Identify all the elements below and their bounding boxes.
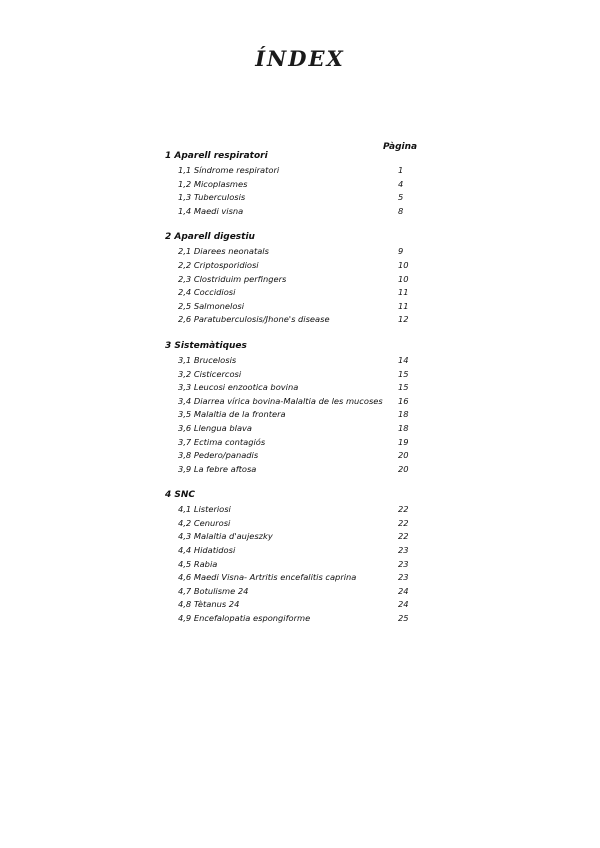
entry-page-number: 10 (398, 273, 409, 284)
toc-entry (165, 395, 415, 409)
toc-entry (165, 585, 415, 599)
toc-entry (165, 205, 415, 219)
section-heading: 1 Aparell respiratori (165, 151, 268, 161)
entry-page-number: 23 (398, 545, 409, 556)
toc-entry (165, 178, 415, 192)
entry-label: 3,9 La febre aftosa (178, 463, 257, 474)
entry-page-number: 12 (398, 314, 409, 325)
entry-label: 2,5 Salmonelosi (178, 300, 245, 311)
section-heading: 2 Aparell digestiu (165, 232, 255, 243)
entry-page-number: 9 (398, 246, 404, 257)
toc-entry (165, 273, 415, 287)
entry-page-number: 18 (398, 409, 409, 420)
entry-label: 3,3 Leucosi enzootica bovina (178, 382, 299, 393)
toc-entry (165, 354, 415, 368)
entry-page-number: 5 (398, 192, 404, 203)
entry-page-number: 20 (398, 463, 409, 474)
entry-page-number: 24 (398, 599, 409, 610)
toc-entry (165, 463, 415, 477)
toc-entry (165, 503, 415, 517)
toc-entry (165, 598, 415, 612)
page-title: ÍNDEX (255, 46, 345, 71)
entry-label: 4,9 Encefalopatia espongiforme (178, 613, 311, 624)
entry-label: 1,1 Síndrome respiratori (178, 165, 280, 175)
toc-section (165, 489, 415, 625)
toc-entry (165, 449, 415, 463)
entry-label: 3,4 Diarrea vírica bovina-Malaltia de les mucoses (178, 395, 383, 406)
entry-label: 1,2 Micoplasmes (178, 178, 248, 189)
entry-page-number: 16 (398, 395, 409, 406)
entry-label: 4,2 Cenurosi (178, 517, 231, 528)
entry-page-number: 14 (398, 354, 409, 365)
entry-label: 2,2 Criptosporidiosi (178, 259, 259, 270)
entry-label: 3,1 Brucelosis (178, 354, 237, 365)
entry-label: 3,2 Cisticercosi (178, 368, 242, 379)
entry-page-number: 11 (398, 287, 409, 298)
entry-label: 4,8 Tètanus 24 (178, 599, 240, 610)
entry-page-number: 1 (398, 165, 404, 175)
toc-entry (165, 408, 415, 422)
toc-entry (165, 517, 415, 531)
toc-entry (165, 612, 415, 626)
entry-page-number: 15 (398, 382, 409, 393)
toc-entry (165, 381, 415, 395)
entry-page-number: 22 (398, 531, 409, 542)
entry-label: 2,6 Paratuberculosis/Jhone's disease (178, 314, 330, 325)
section-heading: 4 SNC (165, 490, 196, 501)
entry-label: 4,7 Botulisme 24 (178, 585, 249, 596)
entry-page-number: 19 (398, 436, 409, 447)
toc-entry (165, 300, 415, 314)
toc-entry (165, 259, 415, 273)
toc-entry (165, 286, 415, 300)
entry-label: 4,6 Maedi Visna- Artritis encefalitis caprina (178, 572, 357, 583)
entry-page-number: 22 (398, 517, 409, 528)
toc-entry (165, 368, 415, 382)
entry-page-number: 4 (398, 178, 404, 189)
toc-entry (165, 164, 415, 178)
entry-label: 3,5 Malaltia de la frontera (178, 409, 286, 420)
entry-label: 4,4 Hidatidosi (178, 545, 236, 556)
entry-page-number: 11 (398, 300, 409, 311)
toc-entry (165, 422, 415, 436)
entry-page-number: 22 (398, 504, 409, 515)
toc-entry (165, 530, 415, 544)
section-heading: 3 Sistemàtiques (165, 340, 247, 351)
entry-label: 3,6 Llengua blava (178, 422, 253, 433)
table-of-contents (165, 150, 415, 639)
entry-label: 1,3 Tuberculosis (178, 192, 246, 203)
page-column-header: Pàgina (383, 142, 418, 152)
toc-section (165, 340, 415, 476)
toc-entry (165, 558, 415, 572)
toc-entry (165, 571, 415, 585)
entry-label: 4,3 Malaltia d'aujeszky (178, 531, 273, 542)
entry-label: 4,1 Listeriosi (178, 504, 231, 515)
entry-page-number: 25 (398, 613, 409, 624)
entry-label: 2,4 Coccidiosi (178, 287, 236, 298)
entry-page-number: 20 (398, 450, 409, 461)
toc-section (165, 150, 415, 218)
entry-page-number: 10 (398, 259, 409, 270)
entry-page-number: 18 (398, 422, 409, 433)
toc-entry (165, 245, 415, 259)
toc-entry (165, 313, 415, 327)
entry-page-number: 24 (398, 585, 409, 596)
entry-label: 3,8 Pedero/panadis (178, 450, 259, 461)
entry-page-number: 23 (398, 558, 409, 569)
entry-label: 2,3 Clostriduim perfingers (178, 273, 287, 284)
entry-page-number: 23 (398, 572, 409, 583)
toc-entry (165, 544, 415, 558)
entry-label: 2,1 Diarees neonatals (178, 246, 269, 257)
toc-entry (165, 191, 415, 205)
entry-label: 3,7 Ectima contagiós (178, 436, 266, 447)
entry-page-number: 15 (398, 368, 409, 379)
toc-section (165, 231, 415, 327)
entry-page-number: 8 (398, 205, 404, 216)
entry-label: 4,5 Rabia (178, 558, 218, 569)
entry-label: 1,4 Maedi visna (178, 205, 244, 216)
toc-entry (165, 436, 415, 450)
